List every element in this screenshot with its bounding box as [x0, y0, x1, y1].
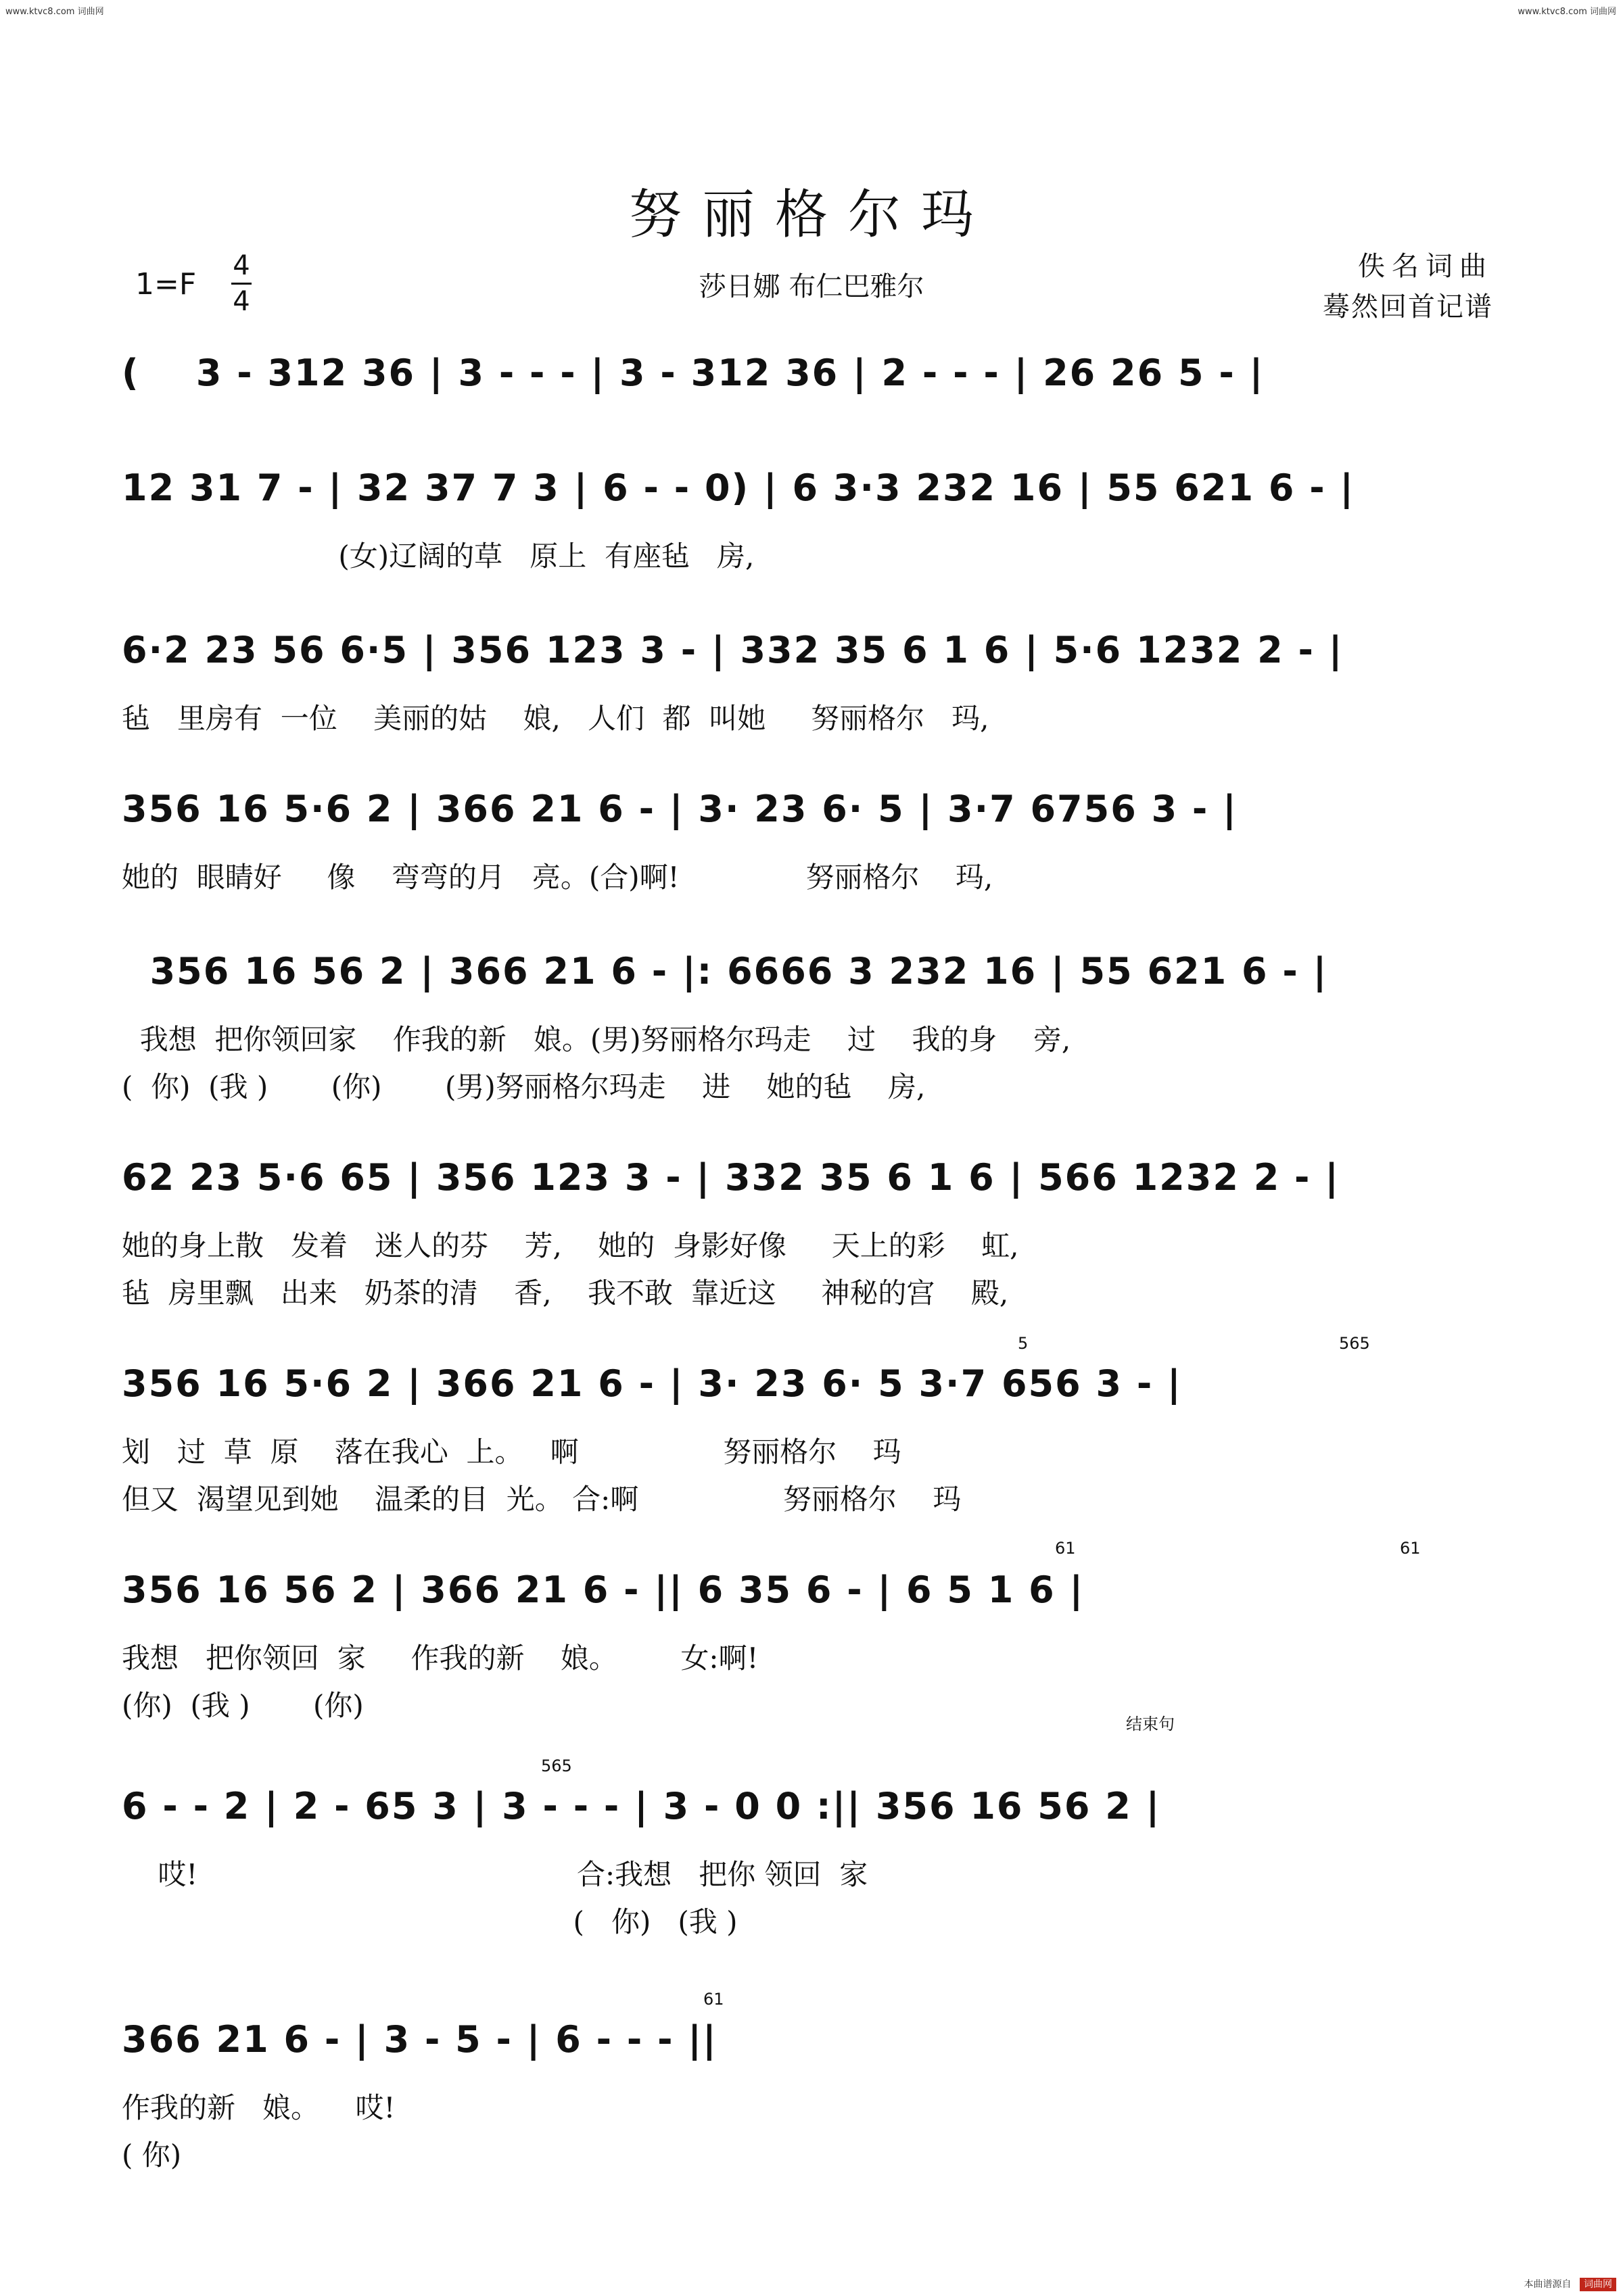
watermark-top-left: www.ktvc8.com 词曲网 [5, 7, 104, 17]
singers: 莎日娜 布仁巴雅尔 [699, 271, 924, 302]
grace-note-mark: 61 [703, 1990, 724, 2009]
grace-note-mark: 61 [1400, 1539, 1421, 1558]
bottom-watermark-logo: 词曲网 [1580, 2278, 1616, 2291]
notes-line: 12 31 7 - | 32 37 7 3 | 6 - - 0) | 6 3·3 232 16 | 55 621 6 - | [122, 467, 1355, 509]
grace-note-mark: 565 [1339, 1334, 1370, 1353]
watermark-top-right: www.ktvc8.com 词曲网 [1518, 7, 1616, 17]
lyric-line: 哎! 合:我想 把你 领回 家 [122, 1858, 868, 1891]
system-1 [122, 352, 1501, 433]
lyric-line: (女)辽阔的草 原上 有座毡 房, [122, 540, 755, 573]
lyric-line: (你) (我 ) (你) [122, 1689, 364, 1722]
notes-line: 366 21 6 - | 3 - 5 - | 6 - - - || [122, 2018, 718, 2061]
notes-line: 6 - - 2 | 2 - 65 3 | 3 - - - | 3 - 0 0 :|| 356 16 56 2 | [122, 1785, 1161, 1827]
system-5 [122, 950, 1501, 1112]
lyric-line: 她的 眼睛好 像 弯弯的月 亮。(合)啊! 努丽格尔 玛, [122, 861, 993, 894]
system-10 [122, 1990, 1501, 2180]
lyric-line: 作我的新 娘。 哎! [122, 2091, 396, 2124]
lyric-line: 毡 里房有 一位 美丽的姑 娘, 人们 都 叫她 努丽格尔 玛, [122, 702, 989, 735]
ending-label: 结束句 [1126, 1715, 1175, 1733]
score-title: 努丽格尔玛 [628, 185, 994, 245]
lyric-line: 我想 把你领回 家 作我的新 娘。 女:啊! [122, 1642, 759, 1675]
system-2 [122, 467, 1501, 581]
key-signature: 1=F [135, 267, 197, 302]
notes-line: 356 16 5·6 2 | 366 21 6 - | 3· 23 6· 5 | 3·7 6756 3 - | [122, 788, 1238, 830]
lyric-line: ( 你) [122, 2138, 182, 2172]
lyric-line: ( 你) (我 ) [122, 1905, 738, 1938]
bottom-watermark-text: 本曲谱源自 [1524, 2279, 1572, 2290]
notes-line: 356 16 5·6 2 | 366 21 6 - | 3· 23 6· 5 3·7 656 3 - | [122, 1362, 1182, 1405]
bottom-watermark [1524, 2277, 1616, 2291]
lyric-line: ( 你) (我 ) (你) (男)努丽格尔玛走 进 她的毡 房, [122, 1070, 926, 1103]
lyric-line: 但又 渴望见到她 温柔的目 光。 合:啊 努丽格尔 玛 [122, 1483, 962, 1516]
notes-line: 6·2 23 56 6·5 | 356 123 3 - | 332 35 6 1 6 | 5·6 1232 2 - | [122, 629, 1344, 671]
lyric-line: 毡 房里飘 出来 奶茶的清 香, 我不敢 靠近这 神秘的宫 殿, [122, 1276, 1009, 1310]
time-top: 4 [233, 250, 250, 281]
system-6 [122, 1156, 1501, 1318]
notes-line: 356 16 56 2 | 366 21 6 - |: 6666 3 232 16 | 55 621 6 - | [122, 950, 1328, 992]
time-bottom: 4 [233, 286, 250, 317]
lyric-line: 她的身上散 发着 迷人的芬 芳, 她的 身影好像 天上的彩 虹, [122, 1229, 1019, 1262]
notes-line: 62 23 5·6 65 | 356 123 3 - | 332 35 6 1 6 | 566 1232 2 - | [122, 1156, 1340, 1199]
notes-line: 356 16 56 2 | 366 21 6 - || 6 35 6 - | 6 5 1 6 | [122, 1569, 1085, 1611]
grace-note-mark: 5 [1018, 1334, 1029, 1353]
system-4 [122, 788, 1501, 903]
system-7 [122, 1334, 1501, 1525]
lyric-line: 我想 把你领回家 作我的新 娘。(男)努丽格尔玛走 过 我的身 旁, [122, 1023, 1071, 1056]
transcriber-credit: 蓦然回首记谱 [1323, 291, 1493, 322]
grace-note-mark: 61 [1055, 1539, 1076, 1558]
composer-credit: 佚名词曲 [1358, 251, 1493, 282]
notes-line: ( 3 - 312 36 | 3 - - - | 3 - 312 36 | 2 - - - | 26 26 5 - | [122, 352, 1265, 394]
system-9 [122, 1715, 1501, 1961]
system-3 [122, 629, 1501, 744]
system-8 [122, 1539, 1501, 1731]
grace-note-mark: 565 [541, 1756, 572, 1775]
lyric-line: 划 过 草 原 落在我心 上。 啊 努丽格尔 玛 [122, 1435, 901, 1468]
